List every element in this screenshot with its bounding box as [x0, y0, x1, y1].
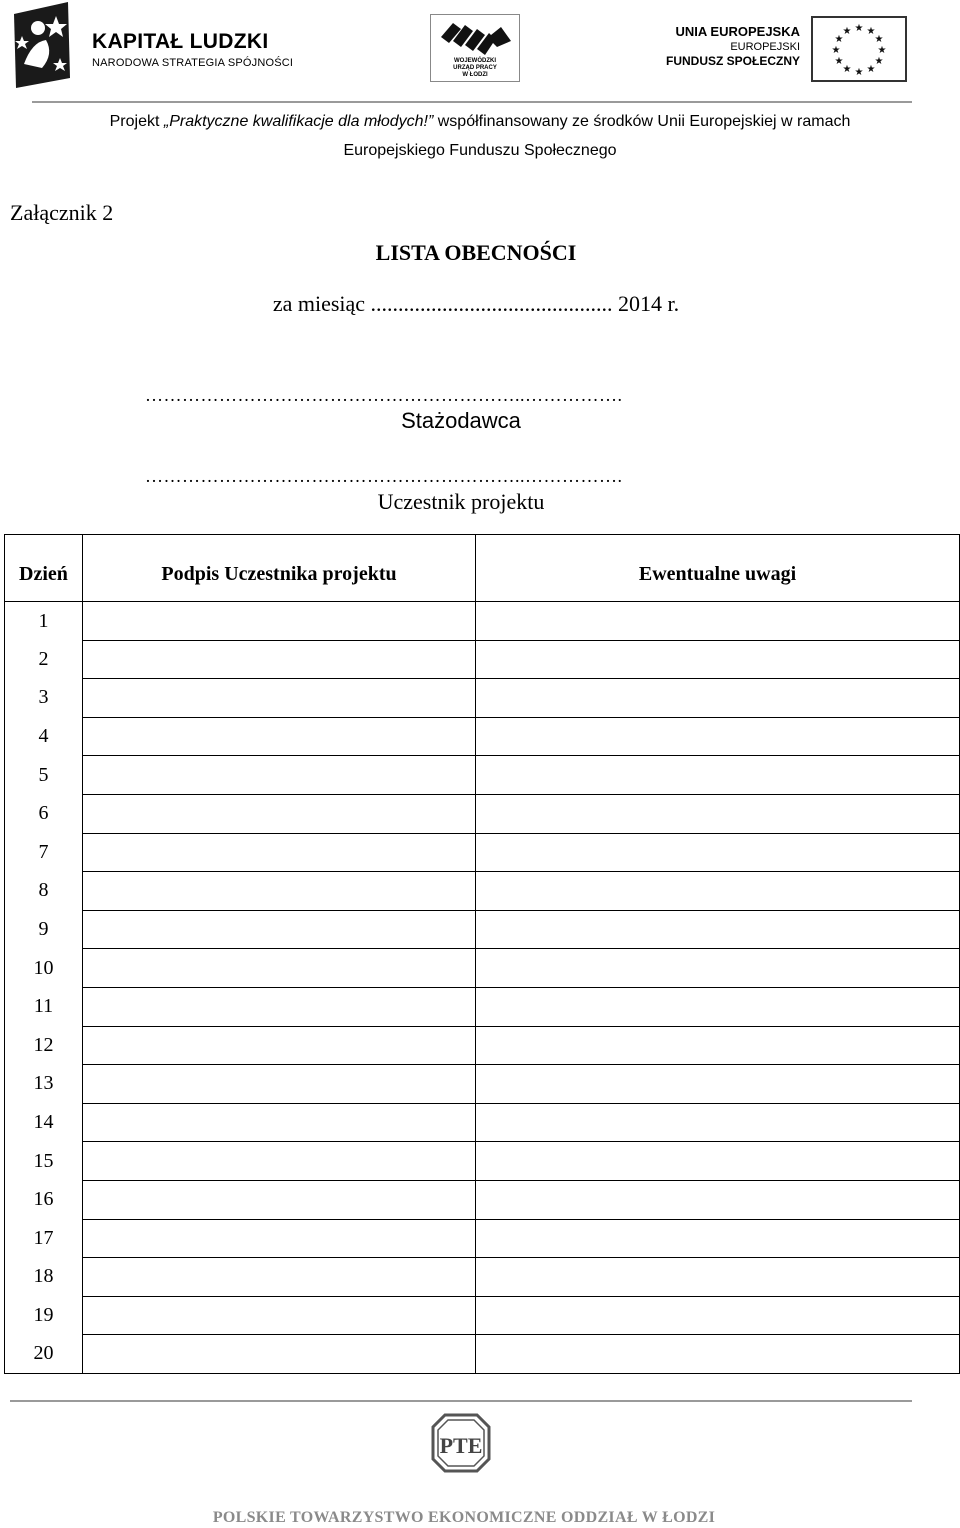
signature-cell[interactable]	[83, 602, 476, 641]
employer-label: Stażodawca	[401, 408, 521, 433]
day-cell: 4	[5, 717, 83, 756]
remarks-cell[interactable]	[476, 949, 960, 988]
svg-text:★: ★	[834, 56, 844, 67]
remarks-cell[interactable]	[476, 1103, 960, 1142]
day-cell: 10	[5, 949, 83, 988]
svg-text:★: ★	[874, 56, 884, 67]
project-name: „Praktyczne kwalifikacje dla młodych!”	[163, 113, 434, 130]
svg-text:★: ★	[854, 23, 864, 34]
footer-divider	[10, 1400, 912, 1402]
signature-cell[interactable]	[83, 1103, 476, 1142]
day-cell: 9	[5, 910, 83, 949]
remarks-cell[interactable]	[476, 1258, 960, 1297]
table-row	[5, 756, 960, 795]
table-row	[5, 1142, 960, 1181]
day-cell: 16	[5, 1180, 83, 1219]
signature-cell[interactable]	[83, 1180, 476, 1219]
table-row	[5, 987, 960, 1026]
day-cell: 15	[5, 1142, 83, 1181]
table-row	[5, 872, 960, 911]
remarks-cell[interactable]	[476, 794, 960, 833]
day-cell: 8	[5, 872, 83, 911]
signature-cell[interactable]	[83, 1065, 476, 1104]
day-cell: 17	[5, 1219, 83, 1258]
remarks-cell[interactable]	[476, 1142, 960, 1181]
table-row	[5, 1026, 960, 1065]
header-signature: Podpis Uczestnika projektu	[83, 535, 476, 602]
remarks-cell[interactable]	[476, 1026, 960, 1065]
header-divider	[32, 101, 912, 103]
table-row	[5, 1219, 960, 1258]
signature-cell[interactable]	[83, 640, 476, 679]
eu-logo-text: UNIA EUROPEJSKA EUROPEJSKI FUNDUSZ SPOŁECZNY	[665, 24, 800, 68]
signature-cell[interactable]	[83, 1026, 476, 1065]
table-row	[5, 602, 960, 641]
signature-cell[interactable]	[83, 1142, 476, 1181]
kapital-ludzki-subtitle: NARODOWA STRATEGIA SPÓJNOŚCI	[92, 57, 294, 69]
day-cell: 14	[5, 1103, 83, 1142]
table-row	[5, 1065, 960, 1104]
kapital-ludzki-title: KAPITAŁ LUDZKI	[92, 30, 269, 53]
eu-flag-icon	[811, 16, 907, 82]
participant-label: Uczestnik projektu	[377, 489, 545, 514]
remarks-cell[interactable]	[476, 602, 960, 641]
day-cell: 3	[5, 679, 83, 718]
employer-signature-line: ……………………………………………………..…………….	[145, 385, 623, 405]
day-cell: 13	[5, 1065, 83, 1104]
table-row	[5, 1103, 960, 1142]
remarks-cell[interactable]	[476, 1219, 960, 1258]
day-cell: 5	[5, 756, 83, 795]
signature-cell[interactable]	[83, 1219, 476, 1258]
attendance-table	[4, 534, 960, 1374]
day-cell: 11	[5, 987, 83, 1026]
remarks-cell[interactable]	[476, 1296, 960, 1335]
participant-signature-line: ……………………………………………………..…………….	[145, 466, 623, 486]
svg-text:★: ★	[834, 34, 844, 45]
signature-cell[interactable]	[83, 949, 476, 988]
wup-lodz-logo	[430, 14, 520, 82]
remarks-cell[interactable]	[476, 640, 960, 679]
svg-text:★: ★	[842, 64, 852, 75]
table-row	[5, 1335, 960, 1374]
svg-text:★: ★	[831, 45, 841, 56]
table-row	[5, 949, 960, 988]
header-day: Dzień	[5, 535, 83, 602]
svg-text:★: ★	[877, 45, 887, 56]
signature-cell[interactable]	[83, 717, 476, 756]
remarks-cell[interactable]	[476, 910, 960, 949]
month-line: za miesiąc ............................................ 2014 r.	[272, 291, 680, 316]
footer-organization: POLSKIE TOWARZYSTWO EKONOMICZNE ODDZIAŁ W ŁODZI	[212, 1509, 716, 1526]
project-description-line-2: Europejskiego Funduszu Społecznego	[343, 142, 617, 159]
table-row	[5, 833, 960, 872]
day-cell: 6	[5, 794, 83, 833]
svg-text:PTE: PTE	[439, 1433, 483, 1458]
wup-emblem-icon	[431, 17, 519, 61]
document-title: LISTA OBECNOŚCI	[375, 240, 577, 265]
table-row	[5, 794, 960, 833]
table-row	[5, 679, 960, 718]
table-row	[5, 1180, 960, 1219]
table-row	[5, 717, 960, 756]
signature-cell[interactable]	[83, 679, 476, 718]
signature-cell[interactable]	[83, 987, 476, 1026]
table-row	[5, 1258, 960, 1297]
annex-label: Załącznik 2	[10, 200, 114, 225]
remarks-cell[interactable]	[476, 987, 960, 1026]
signature-cell[interactable]	[83, 833, 476, 872]
table-row	[5, 910, 960, 949]
remarks-cell[interactable]	[476, 1335, 960, 1374]
day-cell: 7	[5, 833, 83, 872]
remarks-cell[interactable]	[476, 833, 960, 872]
pte-logo-icon	[431, 1413, 491, 1473]
day-cell: 2	[5, 640, 83, 679]
project-description-line-1: Projekt „Praktyczne kwalifikacje dla młodych!” współfinansowany ze środków Unii Europejskiej w ramach	[109, 113, 851, 130]
table-row	[5, 640, 960, 679]
remarks-cell[interactable]	[476, 717, 960, 756]
header-remarks: Ewentualne uwagi	[476, 535, 960, 602]
svg-text:★: ★	[866, 26, 876, 37]
kapital-ludzki-emblem-icon	[12, 2, 80, 88]
signature-cell[interactable]	[83, 872, 476, 911]
signature-cell[interactable]	[83, 1258, 476, 1297]
day-cell: 19	[5, 1296, 83, 1335]
day-cell: 1	[5, 602, 83, 641]
day-cell: 12	[5, 1026, 83, 1065]
kapital-ludzki-logo	[12, 2, 302, 88]
wup-label: WOJEWÓDZKI URZĄD PRACY W ŁODZI	[453, 58, 497, 78]
signature-cell[interactable]	[83, 756, 476, 795]
svg-text:★: ★	[866, 64, 876, 75]
remarks-cell[interactable]	[476, 756, 960, 795]
attendance-rows	[5, 602, 960, 1374]
svg-text:★: ★	[842, 26, 852, 37]
table-row	[5, 1296, 960, 1335]
svg-text:★: ★	[874, 34, 884, 45]
signature-cell[interactable]	[83, 1296, 476, 1335]
signature-cell[interactable]	[83, 910, 476, 949]
svg-text:★: ★	[854, 67, 864, 78]
table-header-row	[5, 535, 960, 602]
remarks-cell[interactable]	[476, 1180, 960, 1219]
signature-cell[interactable]	[83, 1335, 476, 1374]
day-cell: 18	[5, 1258, 83, 1297]
signature-cell[interactable]	[83, 794, 476, 833]
remarks-cell[interactable]	[476, 872, 960, 911]
day-cell: 20	[5, 1335, 83, 1374]
remarks-cell[interactable]	[476, 1065, 960, 1104]
remarks-cell[interactable]	[476, 679, 960, 718]
